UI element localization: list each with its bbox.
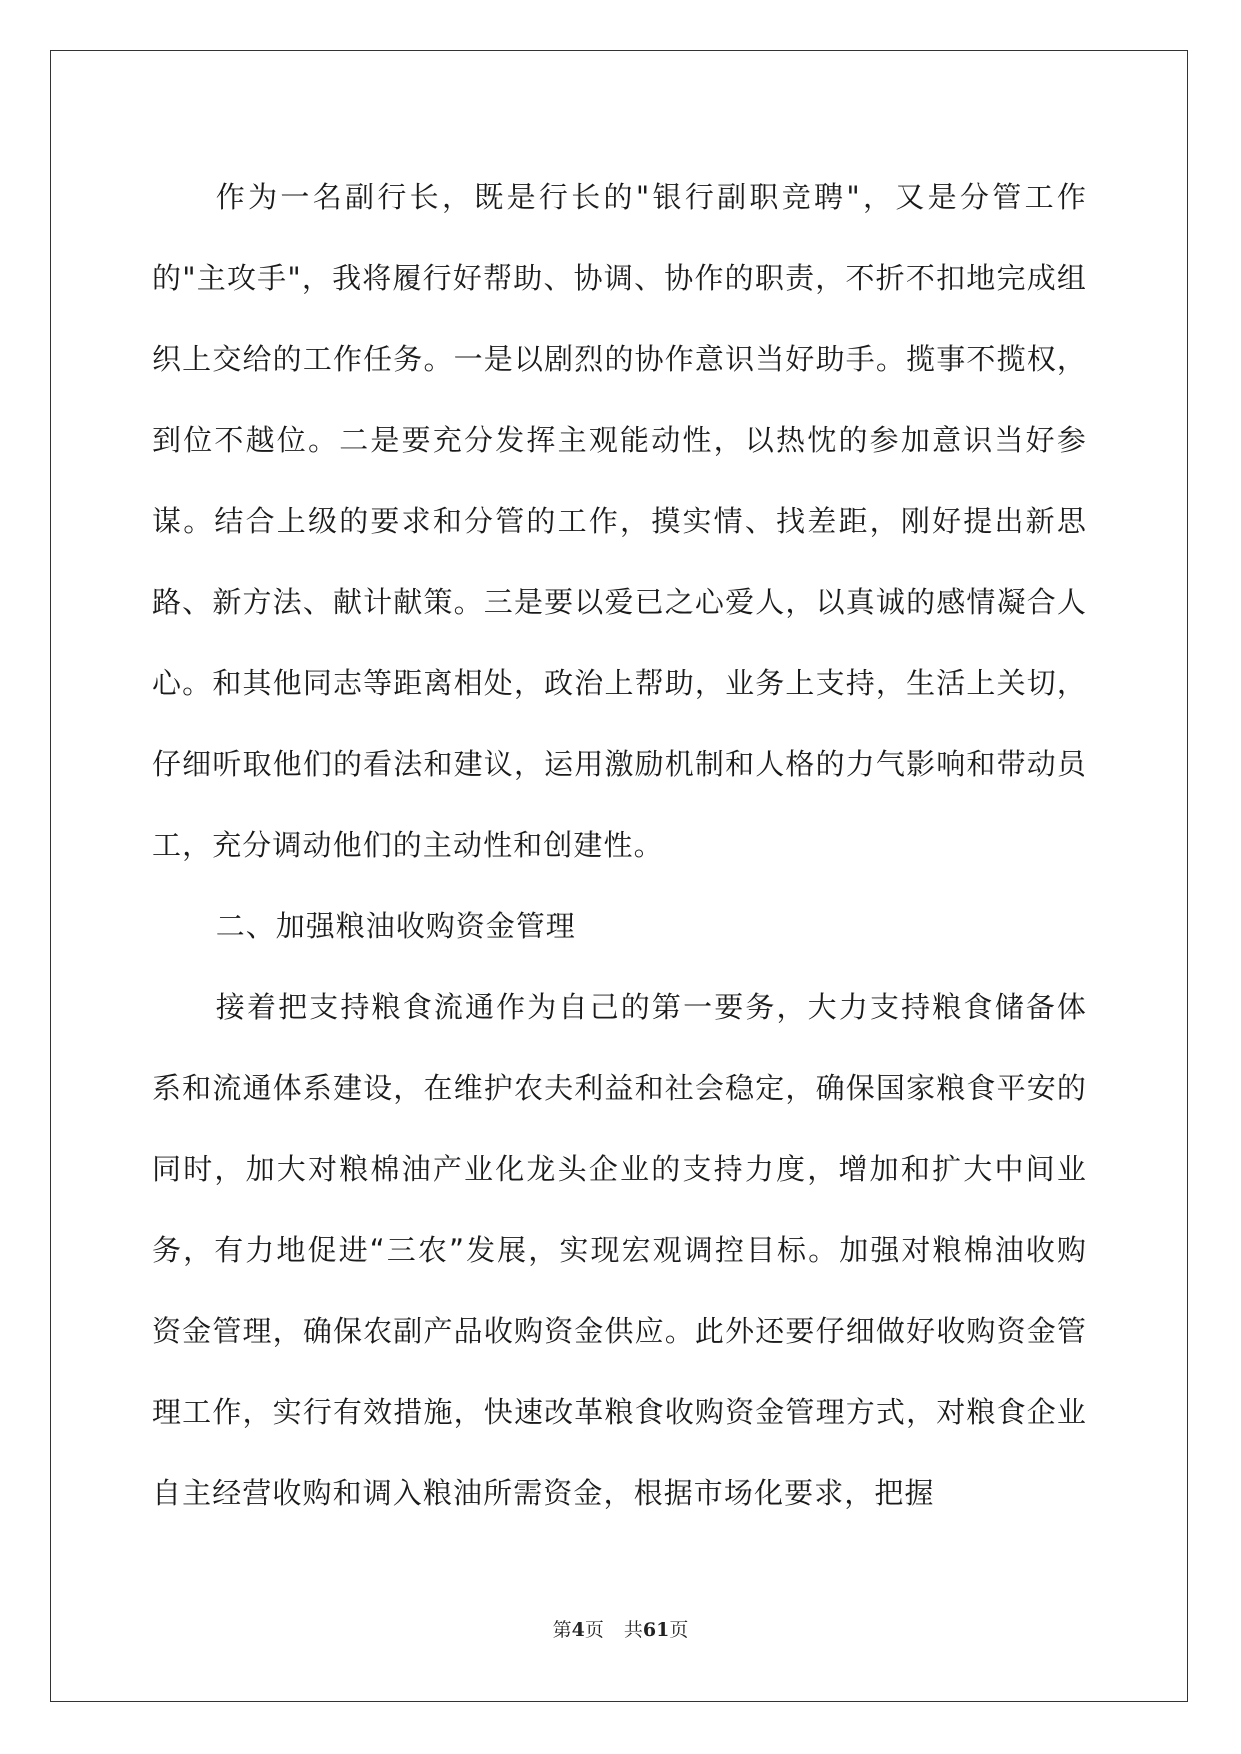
total-unit: 页 [669,1619,689,1641]
paragraph-vice-president-duties: 作为一名副行长，既是行长的"银行副职竞聘"，又是分管工作的"主攻手"，我将履行好帮助、协调、协作的职责，不折不扣地完成组织上交给的工作任务。一是以剧烈的协作意识当好助手。揽事不揽权，到位不越位。二是要充分发挥主观能动性，以热忱的参加意识当好参谋。结合上级的要求和分管的工作，摸实情、找差距，刚好提出新思路、新方法、献计献策。三是要以爱已之心爱人，以真诚的感情凝合人心。和其他同志等距离相处，政治上帮助，业务上支持，生活上关切，仔细听取他们的看法和建议，运用激励机制和人格的力气影响和带动员工，充分调动他们的主动性和创建性。 [152,180,1087,862]
total-prefix: 共 [623,1619,643,1641]
page-prefix: 第 [552,1619,572,1641]
page-number: 4 [571,1619,585,1641]
total-pages: 61 [642,1619,670,1641]
page-unit: 页 [584,1619,604,1641]
section-heading-grain-oil-funds: 二、加强粮油收购资金管理 [215,909,576,943]
paragraph-grain-circulation: 接着把支持粮食流通作为自己的第一要务，大力支持粮食储备体系和流通体系建设，在维护农夫利益和社会稳定，确保国家粮食平安的同时，加大对粮棉油产业化龙头企业的支持力度，增加和扩大中间业务，有力地促进“三农”发展，实现宏观调控目标。加强对粮棉油收购资金管理，确保农副产品收购资金供应。此外还要仔细做好收购资金管理工作，实行有效措施，快速改革粮食收购资金管理方式，对粮食企业自主经营收购和调入粮油所需资金，根据市场化要求，把握 [152,990,1087,1510]
page-footer [0,1615,1241,1642]
document-body [152,157,1087,1534]
